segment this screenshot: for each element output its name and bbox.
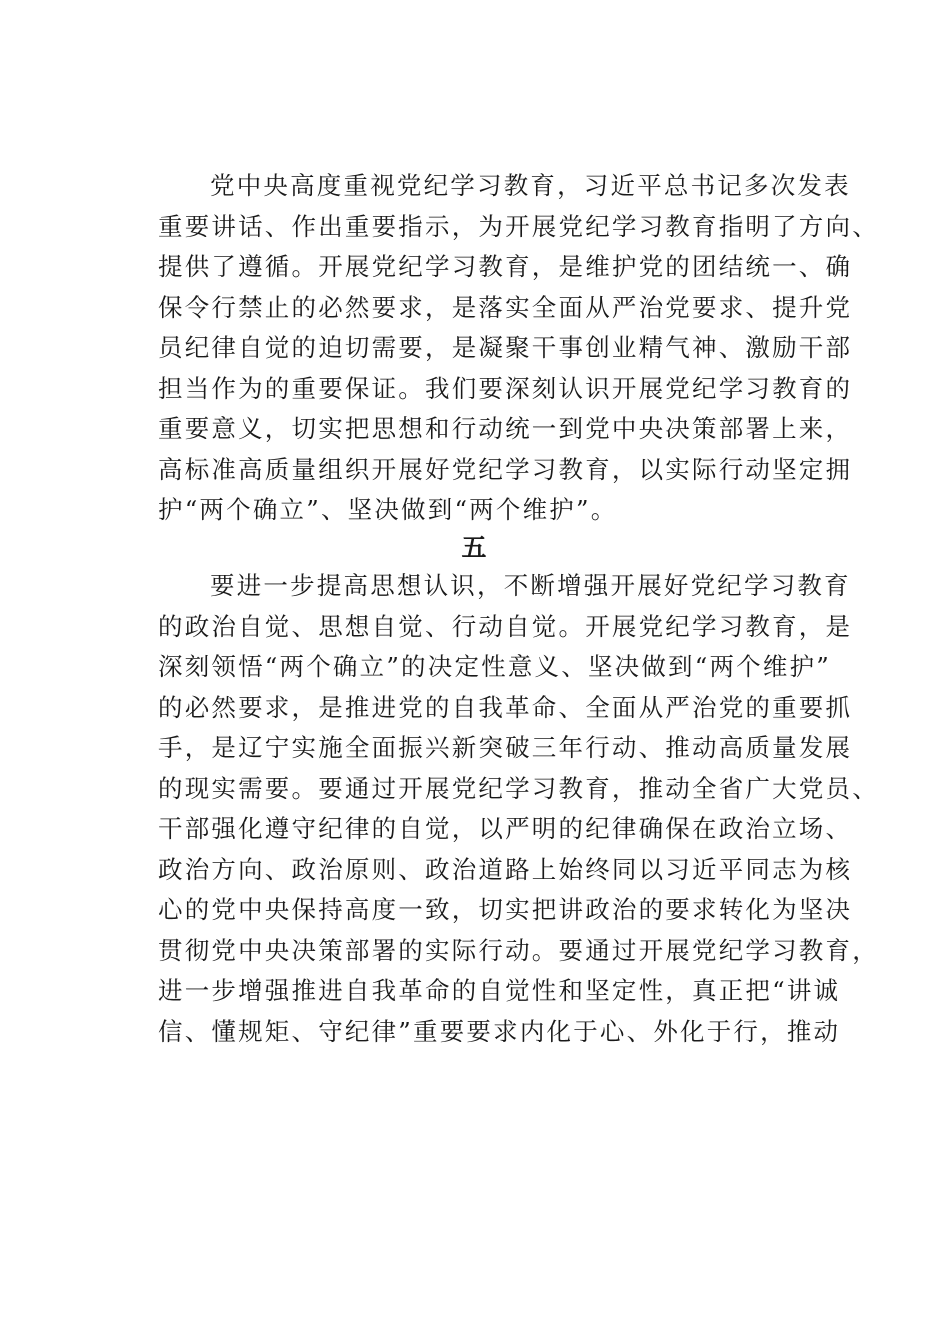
text-line: 员纪律自觉的迫切需要，是凝聚干事创业精气神、激励干部 <box>158 333 853 362</box>
text-line: 重要讲话、作出重要指示，为开展党纪学习教育指明了方向、 <box>158 211 879 241</box>
text-line: 保令行禁止的必然要求，是落实全面从严治党要求、提升党 <box>158 292 853 322</box>
body-paragraph-2 <box>158 566 879 1052</box>
text-line: 进一步增强推进自我革命的自觉性和坚定性，真正把“讲诚 <box>158 976 841 1005</box>
text-line: 政治方向、政治原则、政治道路上始终同以习近平同志为核 <box>158 854 853 884</box>
text-line: 的必然要求，是推进党的自我革命、全面从严治党的重要抓 <box>158 692 853 722</box>
text-line: 提供了遵循。开展党纪学习教育，是维护党的团结统一、确 <box>158 252 853 281</box>
text-line: 重要意义，切实把思想和行动统一到党中央决策部署上来， <box>158 414 853 443</box>
text-line: 心的党中央保持高度一致，切实把讲政治的要求转化为坚决 <box>158 895 853 924</box>
text-line: 手，是辽宁实施全面振兴新突破三年行动、推动高质量发展 <box>158 733 853 762</box>
text-line: 高标准高质量组织开展好党纪学习教育，以实际行动坚定拥 <box>158 454 853 484</box>
text-line: 护“两个确立”、坚决做到“两个维护”。 <box>158 495 618 524</box>
text-line: 要进一步提高思想认识，不断增强开展好党纪学习教育 <box>210 571 851 600</box>
body-paragraph-1 <box>158 166 879 531</box>
text-line: 干部强化遵守纪律的自觉，以严明的纪律确保在政治立场、 <box>158 814 853 843</box>
text-line: 担当作为的重要保证。我们要深刻认识开展党纪学习教育的 <box>158 373 853 403</box>
text-line: 党中央高度重视党纪学习教育，习近平总书记多次发表 <box>210 171 851 200</box>
text-line: 的政治自觉、思想自觉、行动自觉。开展党纪学习教育，是 <box>158 611 853 641</box>
text-line: 贯彻党中央决策部署的实际行动。要通过开展党纪学习教育， <box>158 935 879 965</box>
text-line: 信、懂规矩、守纪律”重要要求内化于心、外化于行，推动 <box>158 1016 841 1046</box>
text-line: 深刻领悟“两个确立”的决定性意义、坚决做到“两个维护” <box>158 652 831 681</box>
section-heading: 五 <box>461 533 489 562</box>
text-line: 的现实需要。要通过开展党纪学习教育，推动全省广大党员、 <box>158 773 879 803</box>
